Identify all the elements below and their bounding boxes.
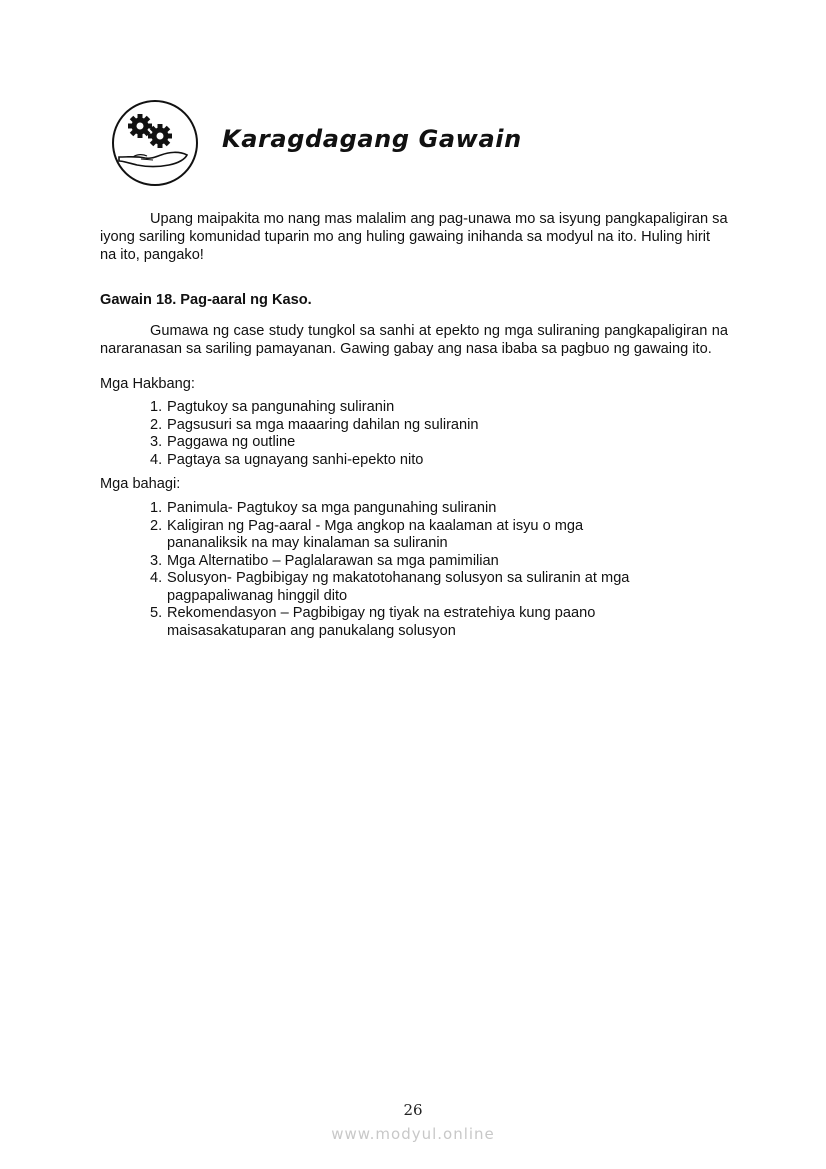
gears-hand-icon (111, 99, 199, 187)
list-item: 3. Paggawa ng outline (150, 434, 296, 450)
steps-label: Mga Hakbang: (100, 376, 195, 392)
activity-title: Gawain 18. Pag-aaral ng Kaso. (100, 292, 312, 308)
list-item: 1. Panimula- Pagtukoy sa mga pangunahing suliranin (150, 500, 497, 516)
list-item: 5. Rekomendasyon – Pagbibigay ng tiyak na estratehiya kung paano maisasakatuparan ang panukalang solusyon (150, 605, 596, 639)
page-title: Karagdagang Gawain (222, 125, 522, 153)
list-item: 2. Kaligiran ng Pag-aaral - Mga angkop na kaalaman at isyu o mga pananaliksik na may kinalaman sa suliranin (150, 517, 584, 551)
steps-list (150, 399, 710, 469)
list-item: 3. Mga Alternatibo – Paglalarawan sa mga pamimilian (150, 552, 499, 569)
activity-instruction (100, 322, 728, 358)
instruction-text: Gumawa ng case study tungkol sa sanhi at epekto ng mga suliraning pangkapaligiran na nararanasan sa sariling pamayanan. Gawing gabay ang nasa ibaba sa pagbuo ng gawaing ito. (100, 323, 728, 357)
watermark: www.modyul.online (331, 1125, 495, 1143)
parts-label: Mga bahagi: (100, 476, 181, 492)
intro-paragraph (100, 210, 728, 264)
intro-text: Upang maipakita mo nang mas malalim ang pag-unawa mo sa isyung pangkapaligiran sa iyong sariling komunidad tuparin mo ang huling gawaing inihanda sa modyul na ito. Huling hirit na ito, pangako! (100, 211, 728, 263)
list-item: 4. Solusyon- Pagbibigay ng makatotohanang solusyon sa suliranin at mga pagpapaliwanag hinggil dito (150, 570, 630, 604)
list-item: 2. Pagsusuri sa mga maaaring dahilan ng suliranin (150, 416, 479, 433)
page-number: 26 (403, 1101, 423, 1119)
list-item: 4. Pagtaya sa ugnayang sanhi-epekto nito (150, 451, 424, 468)
parts-list (150, 500, 670, 640)
list-item: 1. Pagtukoy sa pangunahing suliranin (150, 399, 395, 415)
